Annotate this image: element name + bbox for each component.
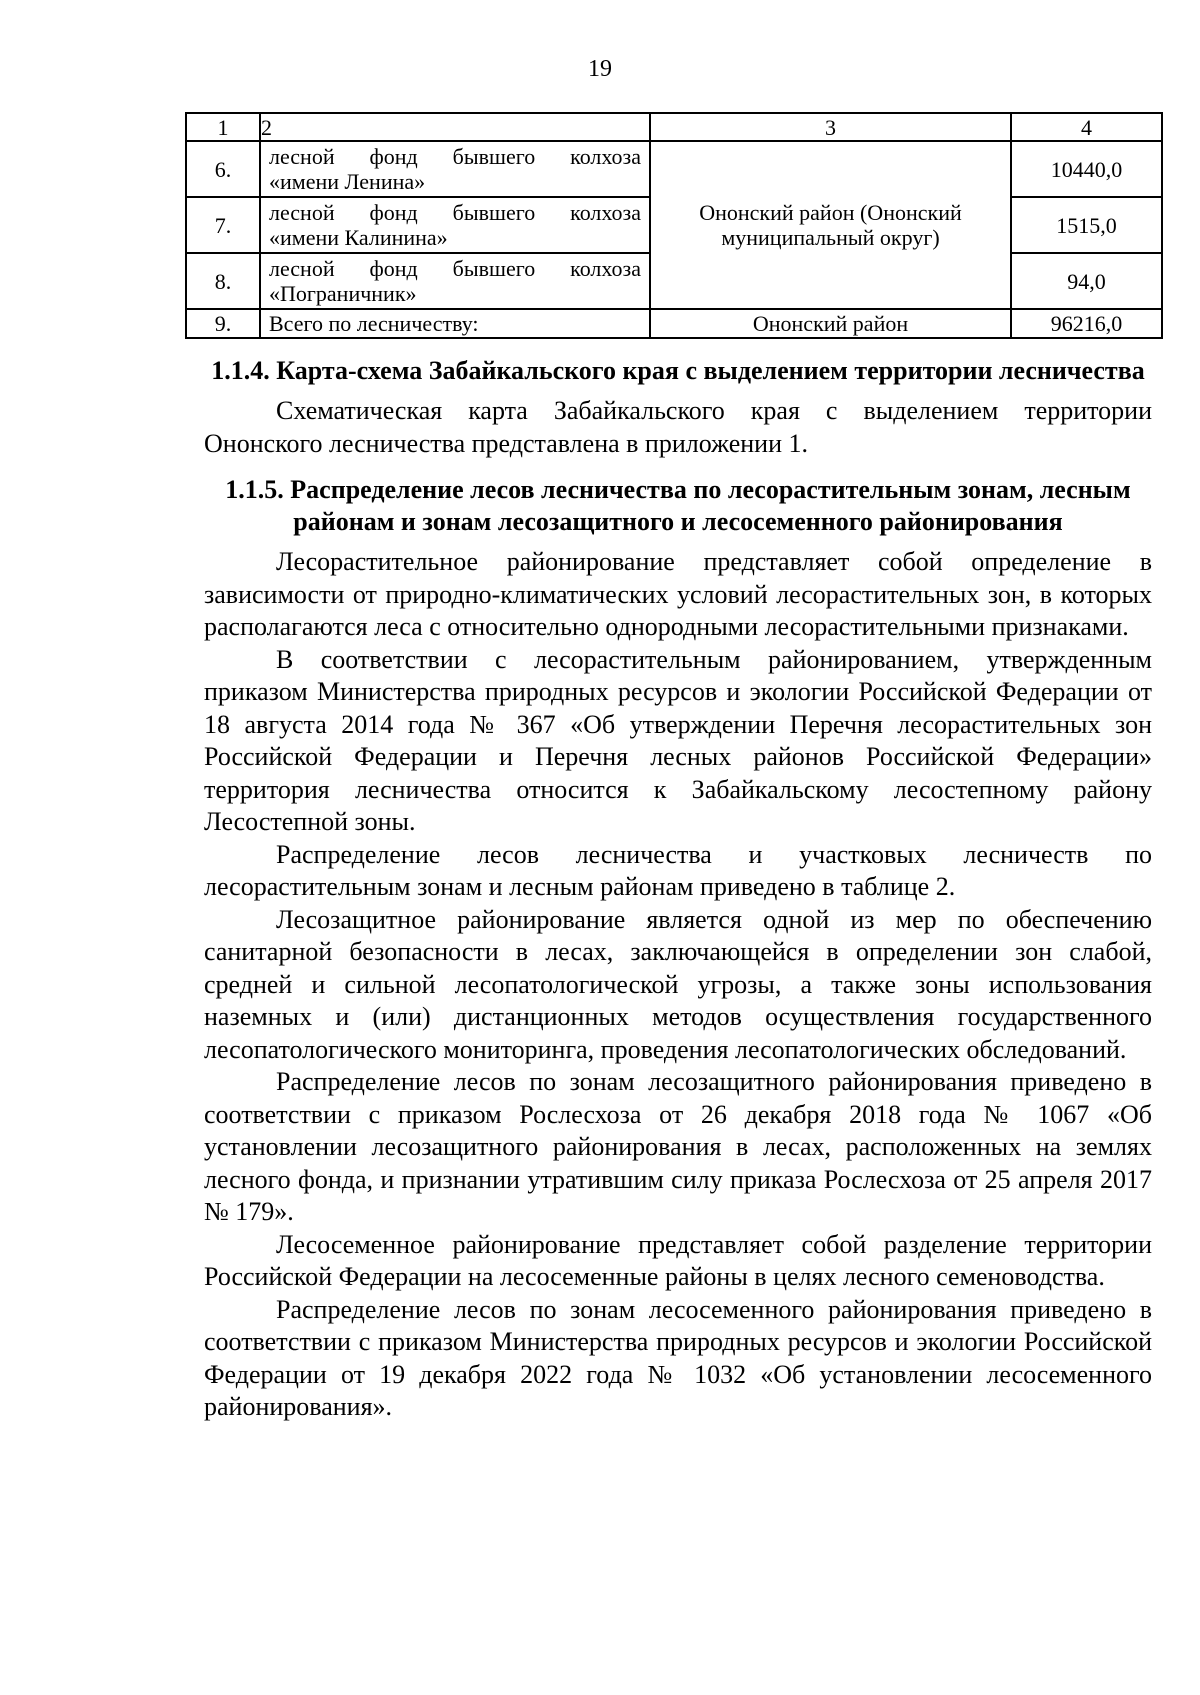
table-header-cell: 2 [260, 113, 650, 141]
row-name [260, 141, 650, 197]
table-row [186, 141, 1162, 197]
row-number: 6. [186, 141, 260, 197]
table-header-cell: 3 [650, 113, 1011, 141]
row-name-line: «имени Ленина» [269, 169, 426, 194]
paragraph: Схематическая карта Забайкальского края с выделением территории Ононского лесничества представлена в приложении 1. [204, 396, 1152, 458]
paragraph: Лесорастительное районирование представляет собой определение в зависимости от природно-климатических условий лесорастительных зон, в которых располагаются леса с относительно однородными лесорастительными признаками. [204, 547, 1152, 641]
total-district: Ононский район [650, 309, 1011, 338]
total-number: 9. [186, 309, 260, 338]
row-area: 10440,0 [1011, 141, 1162, 197]
row-number: 7. [186, 197, 260, 253]
row-name-line: «имени Калинина» [269, 225, 448, 250]
table-header-row [186, 113, 1162, 141]
table-header-cell: 4 [1011, 113, 1162, 141]
paragraph: Лесозащитное районирование является одной из мер по обеспечению санитарной безопасности в лесах, заключающейся в определении зон слабой, средней и сильной лесопатологической угрозы, а также зоны использования наземных и (или) дистанционных методов осуществления государственного лесопатологического мониторинга, проведения лесопатологических обследований. [204, 904, 1152, 1064]
merged-district-cell: Ононский район (Ононский муниципальный округ) [650, 141, 1011, 309]
document-body [204, 355, 1152, 1424]
paragraph: В соответствии с лесорастительным районированием, утвержденным приказом Министерства природных ресурсов и экологии Российской Федерации от 18 августа 2014 года № 367 «Об утверждении Перечня лесорастительных зон Российской Федерации и Перечня лесных районов Российской Федерации» территория лесничества относится к Забайкальскому лесостепному району Лесостепной зоны. [204, 644, 1152, 836]
row-area: 94,0 [1011, 253, 1162, 309]
row-name-line: «Пограничник» [269, 281, 417, 306]
paragraph: Распределение лесов по зонам лесозащитного районирования приведено в соответствии с приказом Рослесхоза от 26 декабря 2018 года № 1067 «Об установлении лесозащитного районирования в лесах, расположенных на землях лесного фонда, и признании утратившим силу приказа Рослесхоза от 25 апреля 2017 № 179». [204, 1067, 1152, 1226]
paragraph: Распределение лесов лесничества и участковых лесничеств по лесорастительным зонам и лесным районам приведено в таблице 2. [204, 839, 1152, 901]
row-area: 1515,0 [1011, 197, 1162, 253]
row-name-line: лесной фонд бывшего колхоза [269, 256, 641, 281]
total-label: Всего по лесничеству: [260, 309, 650, 338]
row-name-line: лесной фонд бывшего колхоза [269, 200, 641, 225]
row-name-line: лесной фонд бывшего колхоза [269, 144, 641, 169]
row-number: 8. [186, 253, 260, 309]
forestry-table [185, 112, 1163, 339]
table-total-row [186, 309, 1162, 338]
page-number: 19 [588, 56, 612, 82]
total-area: 96216,0 [1011, 309, 1162, 338]
section-title-1-1-5: 1.1.5. Распределение лесов лесничества по лесорастительным зонам, лесным районам и зонам лесозащитного и лесосеменного районирования [225, 475, 1131, 536]
paragraph: Распределение лесов по зонам лесосеменного районирования приведено в соответствии с приказом Министерства природных ресурсов и экологии Российской Федерации от 19 декабря 2022 года № 1032 «Об установлении лесосеменного районирования». [204, 1294, 1152, 1421]
row-name [260, 197, 650, 253]
row-name [260, 253, 650, 309]
paragraph: Лесосеменное районирование представляет собой разделение территории Российской Федерации на лесосеменные районы в целях лесного семеноводства. [204, 1229, 1152, 1291]
section-title-1-1-4: 1.1.4. Карта-схема Забайкальского края с выделением территории лесничества [211, 356, 1145, 385]
table-header-cell: 1 [186, 113, 260, 141]
